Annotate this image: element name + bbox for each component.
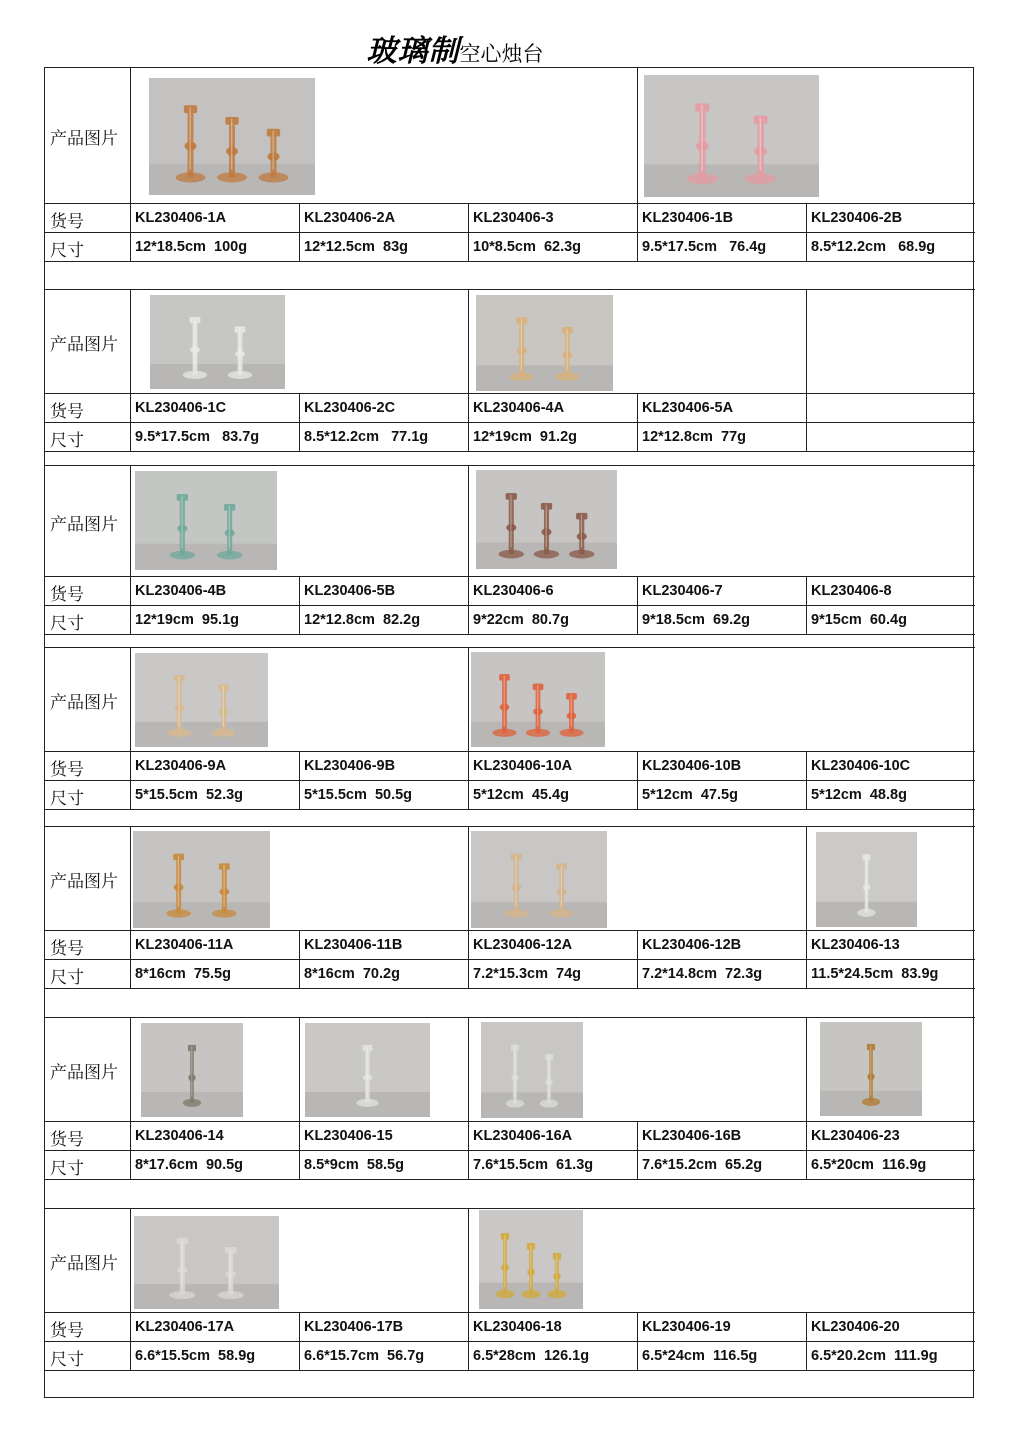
- photo-gold-and-amber-tall-candleholders: [479, 1210, 583, 1309]
- title-bold: 玻璃制: [366, 34, 460, 69]
- item-size-weight: 5*12cm 45.4g: [473, 787, 569, 803]
- data-column-divider: [806, 931, 807, 989]
- row-divider: [45, 1150, 975, 1151]
- item-code: KL230406-1C: [135, 400, 227, 416]
- item-size-weight: 12*12.5cm 83g: [304, 239, 408, 255]
- label-item-code: 货号: [50, 402, 84, 422]
- section-divider: [45, 647, 975, 648]
- photo-green-candleholders-pair: [135, 471, 277, 570]
- item-code: KL230406-11B: [304, 937, 403, 953]
- item-size-weight: 5*12cm 48.8g: [811, 787, 907, 803]
- label-item-code: 货号: [50, 760, 84, 780]
- item-code: KL230406-1B: [642, 210, 734, 226]
- photo-amber-candleholders-set: [149, 78, 315, 195]
- item-code: KL230406-3: [473, 210, 554, 226]
- data-column-divider: [299, 394, 300, 452]
- item-code: KL230406-9A: [135, 758, 227, 774]
- item-size-weight: 5*15.5cm 50.5g: [304, 787, 413, 803]
- label-size: 尺寸: [50, 431, 84, 451]
- item-size-weight: 11.5*24.5cm 83.9g: [811, 966, 939, 982]
- label-column-divider: [130, 1209, 131, 1371]
- item-code: KL230406-4A: [473, 400, 565, 416]
- photo-column-divider: [468, 1018, 469, 1122]
- data-column-divider: [468, 394, 469, 452]
- item-size-weight: 7.2*15.3cm 74g: [473, 966, 582, 982]
- section-divider: [45, 1017, 975, 1018]
- photo-tall-clear-candlestick: [816, 832, 917, 927]
- photo-column-divider: [468, 827, 469, 931]
- product-table: [44, 67, 974, 1398]
- row-divider: [45, 930, 975, 931]
- data-column-divider: [637, 1122, 638, 1180]
- photo-short-taper-holders-trio: [471, 652, 605, 747]
- data-column-divider: [468, 1313, 469, 1371]
- data-column-divider: [637, 1313, 638, 1371]
- item-code: KL230406-14: [135, 1128, 224, 1144]
- item-size-weight: 8.5*12.2cm 68.9g: [811, 239, 936, 255]
- label-product-photo: 产品图片: [50, 1063, 118, 1083]
- item-size-weight: 6.5*24cm 116.5g: [642, 1348, 758, 1364]
- row-divider: [45, 451, 975, 452]
- photo-column-divider: [468, 648, 469, 752]
- photo-amber-bottle-candleholder: [820, 1022, 922, 1116]
- row-divider: [45, 1370, 975, 1371]
- photo-amber-and-purple-candleholders: [133, 831, 270, 928]
- item-code: KL230406-17B: [304, 1319, 404, 1335]
- item-size-weight: 9.5*17.5cm 83.7g: [135, 429, 260, 445]
- item-code: KL230406-2C: [304, 400, 396, 416]
- label-size: 尺寸: [50, 241, 84, 261]
- item-size-weight: 6.5*20.2cm 111.9g: [811, 1348, 938, 1364]
- item-code: KL230406-12B: [642, 937, 742, 953]
- row-divider: [45, 959, 975, 960]
- label-size: 尺寸: [50, 789, 84, 809]
- item-size-weight: 6.6*15.7cm 56.7g: [304, 1348, 425, 1364]
- photo-column-divider: [299, 1018, 300, 1122]
- item-size-weight: 6.5*20cm 116.9g: [811, 1157, 927, 1173]
- item-code: KL230406-13: [811, 937, 900, 953]
- photo-smoky-ribbed-vase-holder: [141, 1023, 243, 1117]
- section-divider: [45, 1208, 975, 1209]
- item-size-weight: 8.5*9cm 58.5g: [304, 1157, 404, 1173]
- item-code: KL230406-4B: [135, 583, 227, 599]
- photo-column-divider: [468, 466, 469, 577]
- label-item-code: 货号: [50, 939, 84, 959]
- photo-column-divider: [806, 1018, 807, 1122]
- label-column-divider: [130, 827, 131, 989]
- data-column-divider: [806, 394, 807, 452]
- row-divider: [45, 576, 975, 577]
- data-column-divider: [468, 1122, 469, 1180]
- item-code: KL230406-2B: [811, 210, 903, 226]
- label-product-photo: 产品图片: [50, 1254, 118, 1274]
- row-divider: [45, 422, 975, 423]
- label-product-photo: 产品图片: [50, 693, 118, 713]
- photo-tall-taper-holders-pair: [135, 653, 268, 747]
- section-divider: [45, 826, 975, 827]
- photo-column-divider: [637, 68, 638, 204]
- photo-pink-candleholders-set: [644, 75, 819, 197]
- title-normal: 空心烛台: [459, 42, 544, 66]
- item-code: KL230406-11A: [135, 937, 234, 953]
- item-size-weight: 8*16cm 75.5g: [135, 966, 231, 982]
- item-code: KL230406-16B: [642, 1128, 742, 1144]
- item-code: KL230406-8: [811, 583, 892, 599]
- item-size-weight: 5*15.5cm 52.3g: [135, 787, 244, 803]
- data-column-divider: [637, 394, 638, 452]
- item-size-weight: 10*8.5cm 62.3g: [473, 239, 582, 255]
- label-item-code: 货号: [50, 212, 84, 232]
- item-size-weight: 7.6*15.5cm 61.3g: [473, 1157, 594, 1173]
- label-product-photo: 产品图片: [50, 872, 118, 892]
- item-size-weight: 12*12.8cm 82.2g: [304, 612, 421, 628]
- item-code: KL230406-9B: [304, 758, 396, 774]
- data-column-divider: [468, 577, 469, 635]
- item-size-weight: 12*19cm 95.1g: [135, 612, 239, 628]
- photo-column-divider: [806, 827, 807, 931]
- item-code: KL230406-19: [642, 1319, 731, 1335]
- row-divider: [45, 988, 975, 989]
- item-code: KL230406-7: [642, 583, 723, 599]
- item-code: KL230406-2A: [304, 210, 396, 226]
- item-code: KL230406-16A: [473, 1128, 573, 1144]
- data-column-divider: [806, 1122, 807, 1180]
- row-divider: [45, 809, 975, 810]
- item-size-weight: 8*17.6cm 90.5g: [135, 1157, 244, 1173]
- item-code: KL230406-12A: [473, 937, 573, 953]
- item-code: KL230406-5A: [642, 400, 734, 416]
- item-code: KL230406-1A: [135, 210, 227, 226]
- label-size: 尺寸: [50, 1350, 84, 1370]
- data-column-divider: [299, 752, 300, 810]
- data-column-divider: [806, 1313, 807, 1371]
- item-code: KL230406-18: [473, 1319, 562, 1335]
- photo-clear-ribbed-candleholders-pair: [134, 1216, 279, 1309]
- data-column-divider: [468, 204, 469, 262]
- data-column-divider: [299, 204, 300, 262]
- label-product-photo: 产品图片: [50, 129, 118, 149]
- item-size-weight: 6.6*15.5cm 58.9g: [135, 1348, 256, 1364]
- item-size-weight: 9*15cm 60.4g: [811, 612, 907, 628]
- row-divider: [45, 634, 975, 635]
- item-size-weight: 6.5*28cm 126.1g: [473, 1348, 590, 1364]
- item-size-weight: 9*18.5cm 69.2g: [642, 612, 751, 628]
- photo-clear-slim-candleholders-pair: [481, 1022, 583, 1118]
- photo-column-divider: [468, 290, 469, 394]
- data-column-divider: [299, 577, 300, 635]
- row-divider: [45, 1341, 975, 1342]
- item-size-weight: 9*22cm 80.7g: [473, 612, 569, 628]
- row-divider: [45, 751, 975, 752]
- data-column-divider: [468, 931, 469, 989]
- item-size-weight: 9.5*17.5cm 76.4g: [642, 239, 767, 255]
- item-size-weight: 12*18.5cm 100g: [135, 239, 248, 255]
- label-item-code: 货号: [50, 1321, 84, 1341]
- data-column-divider: [299, 1313, 300, 1371]
- row-divider: [45, 232, 975, 233]
- label-column-divider: [130, 1018, 131, 1180]
- item-size-weight: 7.2*14.8cm 72.3g: [642, 966, 763, 982]
- item-code: KL230406-6: [473, 583, 554, 599]
- label-size: 尺寸: [50, 1159, 84, 1179]
- item-code: KL230406-20: [811, 1319, 900, 1335]
- label-product-photo: 产品图片: [50, 514, 118, 535]
- section-divider: [45, 465, 975, 466]
- photo-column-divider: [468, 1209, 469, 1313]
- data-column-divider: [299, 931, 300, 989]
- row-divider: [45, 605, 975, 606]
- data-column-divider: [806, 204, 807, 262]
- photo-clear-low-candleholder: [305, 1023, 430, 1117]
- label-size: 尺寸: [50, 968, 84, 988]
- photo-clear-candleholders-pair: [150, 295, 285, 389]
- item-size-weight: 8.5*12.2cm 77.1g: [304, 429, 429, 445]
- item-size-weight: 7.6*15.2cm 65.2g: [642, 1157, 763, 1173]
- photo-stacked-bubble-candleholders: [471, 831, 607, 928]
- data-column-divider: [637, 204, 638, 262]
- row-divider: [45, 393, 975, 394]
- row-divider: [45, 261, 975, 262]
- row-divider: [45, 1312, 975, 1313]
- row-divider: [45, 1121, 975, 1122]
- label-product-photo: 产品图片: [50, 335, 118, 355]
- data-column-divider: [637, 577, 638, 635]
- label-column-divider: [130, 466, 131, 635]
- item-size-weight: 12*12.8cm 77g: [642, 429, 746, 445]
- data-column-divider: [637, 931, 638, 989]
- item-code: KL230406-15: [304, 1128, 393, 1144]
- label-item-code: 货号: [50, 585, 84, 605]
- label-column-divider: [130, 648, 131, 810]
- photo-column-divider: [806, 290, 807, 394]
- item-code: KL230406-10A: [473, 758, 573, 774]
- item-code: KL230406-23: [811, 1128, 900, 1144]
- item-size-weight: 12*19cm 91.2g: [473, 429, 577, 445]
- label-column-divider: [130, 68, 131, 262]
- photo-champagne-candleholders-pair: [476, 295, 613, 391]
- section-divider: [45, 289, 975, 290]
- item-code: KL230406-5B: [304, 583, 396, 599]
- item-size-weight: 8*16cm 70.2g: [304, 966, 400, 982]
- row-divider: [45, 203, 975, 204]
- row-divider: [45, 780, 975, 781]
- data-column-divider: [806, 577, 807, 635]
- item-code: KL230406-17A: [135, 1319, 235, 1335]
- item-size-weight: 5*12cm 47.5g: [642, 787, 738, 803]
- label-column-divider: [130, 290, 131, 452]
- page-title: [0, 26, 910, 70]
- label-size: 尺寸: [50, 614, 84, 634]
- photo-brown-and-clear-ribbed-candleholders: [476, 470, 617, 569]
- label-item-code: 货号: [50, 1130, 84, 1150]
- row-divider: [45, 1179, 975, 1180]
- item-code: KL230406-10B: [642, 758, 742, 774]
- data-column-divider: [637, 752, 638, 810]
- data-column-divider: [806, 752, 807, 810]
- data-column-divider: [468, 752, 469, 810]
- item-code: KL230406-10C: [811, 758, 911, 774]
- data-column-divider: [299, 1122, 300, 1180]
